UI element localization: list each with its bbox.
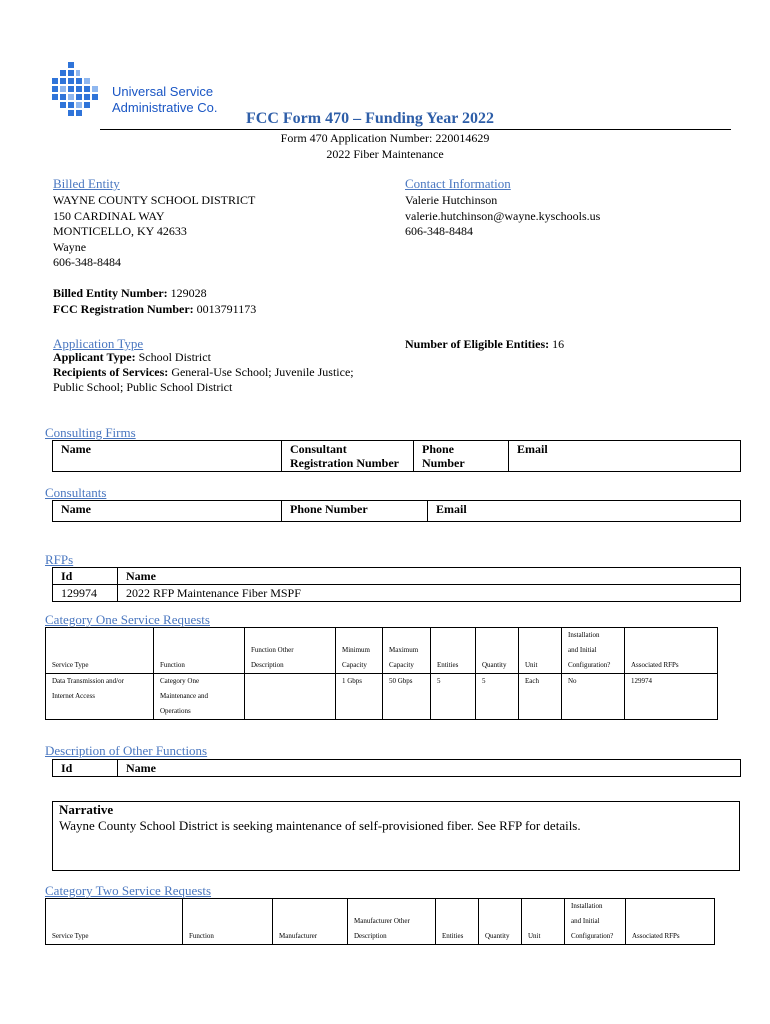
h-min-1: Minimum xyxy=(342,646,371,654)
h-install-1: Installation xyxy=(568,631,600,639)
col-name: Name xyxy=(118,760,741,777)
consultants-heading: Consultants xyxy=(45,485,107,500)
col-consultant-reg xyxy=(282,441,414,472)
col-id: Id xyxy=(53,760,118,777)
cell-unit: Each xyxy=(519,674,562,720)
h-quantity: Quantity xyxy=(476,628,519,674)
h-min-2: Capacity xyxy=(342,661,367,669)
consulting-firms-table xyxy=(52,440,741,472)
billed-entity-number xyxy=(53,286,207,302)
rfps-table xyxy=(52,567,741,602)
col-phone-1: Phone xyxy=(422,442,455,456)
h-install-1: Installation xyxy=(571,902,603,910)
other-functions-table xyxy=(52,759,741,777)
recipients-value-2: Public School; Public School District xyxy=(53,380,233,394)
consultants-table xyxy=(52,500,741,522)
fcc-registration xyxy=(53,302,256,318)
h-function-other xyxy=(245,628,336,674)
cell-function-2: Maintenance and xyxy=(160,692,209,700)
h-associated-rfps: Associated RFPs xyxy=(625,628,718,674)
address-line: MONTICELLO, KY 42633 xyxy=(53,224,187,238)
cell-function xyxy=(154,674,245,720)
recipients-value-1: General-Use School; Juvenile Justice; xyxy=(171,365,354,379)
applicant-type-label: Applicant Type: xyxy=(53,350,136,364)
h-function: Function xyxy=(183,899,273,945)
address-line: WAYNE COUNTY SCHOOL DISTRICT xyxy=(53,193,256,207)
page-title: FCC Form 470 – Funding Year 2022 xyxy=(246,110,494,127)
h-mfr-other-1: Manufacturer Other xyxy=(354,917,410,925)
h-quantity: Quantity xyxy=(479,899,522,945)
h-unit: Unit xyxy=(519,628,562,674)
category-one-table xyxy=(45,627,718,720)
cell-function-1: Category One xyxy=(160,677,200,685)
h-max-2: Capacity xyxy=(389,661,414,669)
logo-line-2: Administrative Co. xyxy=(112,100,218,115)
title-rule xyxy=(100,129,731,130)
contact-info xyxy=(405,193,600,240)
usac-logo xyxy=(50,62,100,124)
subtitle: 2022 Fiber Maintenance xyxy=(326,147,444,161)
consulting-firms-heading: Consulting Firms xyxy=(45,425,136,440)
cell-service-2: Internet Access xyxy=(52,692,95,700)
col-email: Email xyxy=(509,441,741,472)
app-number: Form 470 Application Number: 220014629 xyxy=(280,131,490,145)
category-two-heading: Category Two Service Requests xyxy=(45,883,212,898)
address-line: 150 CARDINAL WAY xyxy=(53,208,165,223)
narrative-heading: Narrative xyxy=(59,802,114,817)
col-phone-2: Number xyxy=(422,456,465,470)
col-consultant-reg-1: Consultant xyxy=(290,442,347,456)
h-unit: Unit xyxy=(522,899,565,945)
category-two-table xyxy=(45,898,715,945)
fcc-registration-value: 0013791173 xyxy=(196,302,257,316)
col-phone-number: Phone Number xyxy=(282,501,428,522)
logo-line-1: Universal Service xyxy=(112,84,214,99)
cell-assoc: 129974 xyxy=(625,674,718,720)
contact-email: valerie.hutchinson@wayne.kyschools.us xyxy=(405,208,601,223)
cell-service-type xyxy=(46,674,154,720)
col-name: Name xyxy=(53,501,282,522)
cell-install: No xyxy=(562,674,625,720)
cell-max: 50 Gbps xyxy=(383,674,431,720)
h-max-capacity xyxy=(383,628,431,674)
contact-phone: 606-348-8484 xyxy=(405,224,473,238)
narrative-box xyxy=(52,801,740,871)
h-manufacturer: Manufacturer xyxy=(273,899,348,945)
h-entities: Entities xyxy=(431,628,476,674)
col-email: Email xyxy=(428,501,741,522)
col-phone xyxy=(414,441,509,472)
cell-function-other xyxy=(245,674,336,720)
rfp-id: 129974 xyxy=(53,585,118,602)
h-installation xyxy=(562,628,625,674)
cell-quantity: 5 xyxy=(476,674,519,720)
billed-entity-address xyxy=(53,193,255,271)
recipients-label: Recipients of Services: xyxy=(53,365,169,379)
table-row xyxy=(46,674,718,720)
billed-entity-number-value: 129028 xyxy=(170,286,207,300)
h-install-3: Configuration? xyxy=(571,932,614,940)
h-function: Function xyxy=(154,628,245,674)
category-one-heading: Category One Service Requests xyxy=(45,612,210,627)
h-install-2: and Initial xyxy=(568,646,597,654)
cell-entities: 5 xyxy=(431,674,476,720)
col-name: Name xyxy=(53,441,282,472)
h-min-capacity xyxy=(336,628,383,674)
cell-service-1: Data Transmission and/or xyxy=(52,677,124,685)
applicant-type-value: School District xyxy=(138,350,211,364)
h-max-1: Maximum xyxy=(389,646,419,654)
h-function-other-2: Description xyxy=(251,661,284,669)
cell-function-3: Operations xyxy=(160,707,191,715)
h-mfr-other-2: Description xyxy=(354,932,387,940)
cell-min: 1 Gbps xyxy=(336,674,383,720)
other-functions-heading: Description of Other Functions xyxy=(45,743,208,758)
contact-heading: Contact Information xyxy=(405,176,511,191)
applicant-type xyxy=(53,350,211,366)
address-line: 606-348-8484 xyxy=(53,255,121,269)
col-consultant-reg-2: Registration Number xyxy=(290,456,399,470)
h-manufacturer-other xyxy=(348,899,436,945)
h-install-2: and Initial xyxy=(571,917,600,925)
address-line: Wayne xyxy=(53,239,87,254)
billed-entity-number-label: Billed Entity Number: xyxy=(53,286,168,300)
h-service-type: Service Type xyxy=(46,899,183,945)
h-service-type: Service Type xyxy=(46,628,154,674)
recipients xyxy=(53,365,354,381)
h-function-other-1: Function Other xyxy=(251,646,294,654)
billed-entity-heading: Billed Entity xyxy=(53,176,120,191)
eligible-entities-label: Number of Eligible Entities: xyxy=(405,337,550,351)
contact-name: Valerie Hutchinson xyxy=(405,193,498,207)
fcc-registration-label: FCC Registration Number: xyxy=(53,302,194,316)
eligible-entities-value: 16 xyxy=(552,337,565,351)
rfp-name: 2022 RFP Maintenance Fiber MSPF xyxy=(118,585,741,602)
usac-logo-mark-icon xyxy=(50,62,100,124)
narrative-text: Wayne County School District is seeking maintenance of self-provisioned fiber. See RFP for details. xyxy=(59,817,581,833)
col-name: Name xyxy=(118,568,741,585)
eligible-entities xyxy=(405,337,564,353)
h-installation xyxy=(565,899,626,945)
table-row xyxy=(53,585,741,602)
rfps-heading: RFPs xyxy=(45,552,74,567)
col-id: Id xyxy=(53,568,118,585)
application-type-heading: Application Type xyxy=(53,336,144,351)
h-install-3: Configuration? xyxy=(568,661,611,669)
h-associated-rfps: Associated RFPs xyxy=(626,899,715,945)
h-entities: Entities xyxy=(436,899,479,945)
